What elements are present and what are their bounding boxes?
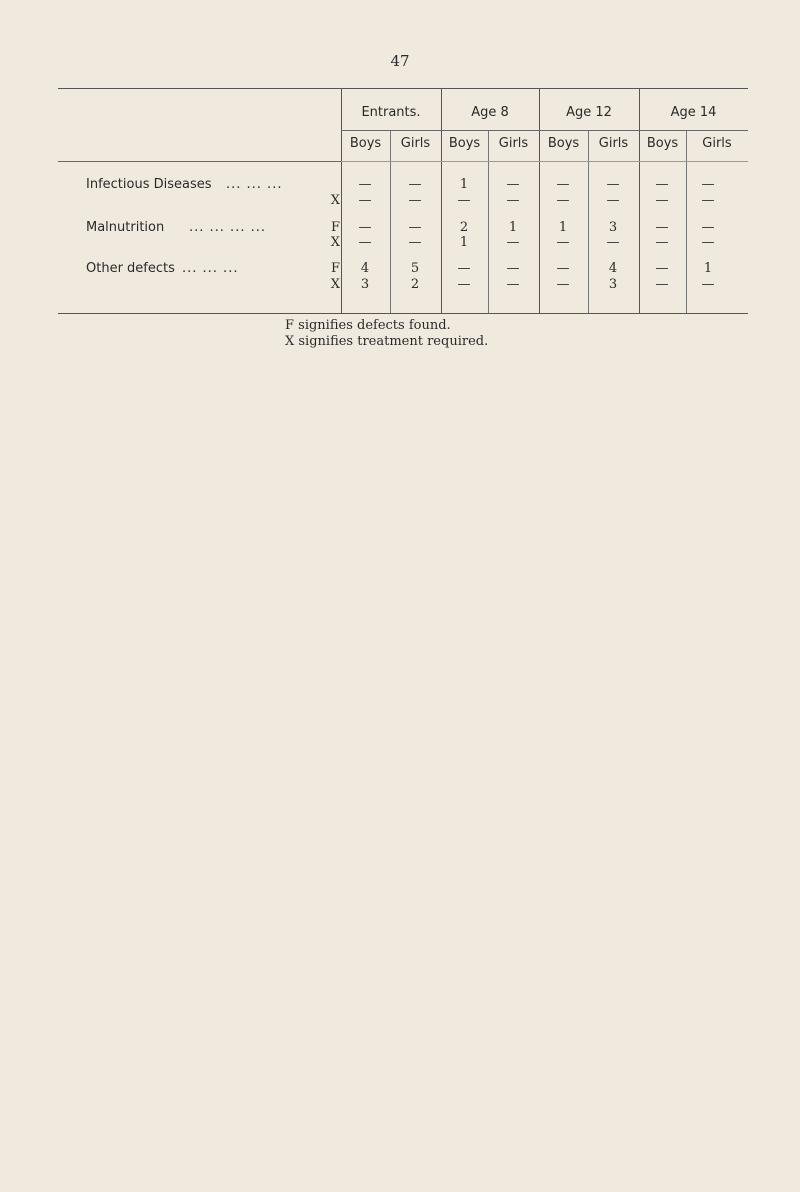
table-cell: 3: [608, 277, 618, 292]
table-cell: —: [556, 261, 570, 276]
row-marker: X: [330, 235, 340, 250]
table-cell: —: [655, 261, 669, 276]
header-rule: [341, 161, 748, 162]
table-cell: 1: [508, 220, 518, 235]
table-divider: [686, 131, 687, 313]
subheader-girls: Girls: [498, 136, 529, 151]
row-label: Malnutrition: [86, 220, 165, 235]
table-cell: —: [506, 235, 520, 250]
table-cell: —: [556, 177, 570, 192]
header-rule: [58, 161, 341, 162]
table-cell: 1: [703, 261, 713, 276]
footnote-f: F signifies defects found.: [285, 318, 451, 333]
row-marker: F: [330, 261, 340, 276]
table-cell: —: [457, 277, 471, 292]
table-cell: —: [556, 277, 570, 292]
leader-dots: ... ... ...: [226, 177, 283, 192]
table-cell: —: [506, 177, 520, 192]
row-marker: F: [330, 220, 340, 235]
header-rule: [341, 130, 748, 131]
table-cell: —: [655, 177, 669, 192]
footnote-x: X signifies treatment required.: [285, 334, 489, 349]
row-label: Other defects: [86, 261, 175, 276]
subheader-girls: Girls: [400, 136, 431, 151]
row-marker: X: [330, 193, 340, 208]
table-cell: —: [506, 261, 520, 276]
subheader-boys: Boys: [646, 136, 679, 151]
table-cell: —: [655, 220, 669, 235]
table-cell: —: [358, 193, 372, 208]
table-divider: [390, 131, 391, 313]
page-number: 47: [390, 52, 410, 70]
table-cell: —: [358, 177, 372, 192]
row-label: Infectious Diseases: [86, 177, 212, 192]
table-divider: [441, 89, 442, 313]
group-header-age-8: Age 8: [471, 105, 509, 120]
table-cell: —: [457, 193, 471, 208]
table-cell: —: [606, 235, 620, 250]
table-cell: —: [506, 277, 520, 292]
table-cell: 1: [459, 177, 469, 192]
table-cell: —: [701, 235, 715, 250]
leader-dots: ... ... ...: [182, 261, 239, 276]
table-cell: 1: [558, 220, 568, 235]
table-cell: —: [701, 220, 715, 235]
group-header-age-14: Age 14: [670, 105, 717, 120]
table-cell: —: [556, 193, 570, 208]
table-cell: —: [358, 220, 372, 235]
table-cell: 3: [360, 277, 370, 292]
table-cell: —: [655, 277, 669, 292]
table-cell: —: [408, 193, 422, 208]
table-cell: 4: [360, 261, 370, 276]
table-cell: —: [408, 220, 422, 235]
table-cell: 4: [608, 261, 618, 276]
table-cell: —: [701, 277, 715, 292]
table-divider: [639, 89, 640, 313]
defects-table: [58, 88, 748, 314]
table-divider: [488, 131, 489, 313]
subheader-girls: Girls: [702, 136, 732, 151]
table-cell: 1: [459, 235, 469, 250]
table-cell: —: [606, 193, 620, 208]
table-cell: —: [701, 177, 715, 192]
table-cell: 5: [410, 261, 420, 276]
table-cell: —: [655, 193, 669, 208]
table-cell: 2: [459, 220, 469, 235]
table-divider: [539, 89, 540, 313]
table-divider: [588, 131, 589, 313]
subheader-girls: Girls: [598, 136, 629, 151]
table-divider: [341, 89, 342, 313]
table-cell: —: [506, 193, 520, 208]
table-cell: 3: [608, 220, 618, 235]
row-marker: X: [330, 277, 340, 292]
group-header-entrants: Entrants.: [361, 105, 421, 120]
table-cell: —: [358, 235, 372, 250]
table-cell: —: [457, 261, 471, 276]
subheader-boys: Boys: [349, 136, 382, 151]
table-cell: —: [606, 177, 620, 192]
subheader-boys: Boys: [547, 136, 580, 151]
table-cell: 2: [410, 277, 420, 292]
leader-dots: ... ... ... ...: [189, 220, 266, 235]
subheader-boys: Boys: [448, 136, 481, 151]
table-cell: —: [655, 235, 669, 250]
table-cell: —: [408, 235, 422, 250]
group-header-age-12: Age 12: [566, 105, 612, 120]
table-cell: —: [556, 235, 570, 250]
table-cell: —: [408, 177, 422, 192]
table-cell: —: [701, 193, 715, 208]
